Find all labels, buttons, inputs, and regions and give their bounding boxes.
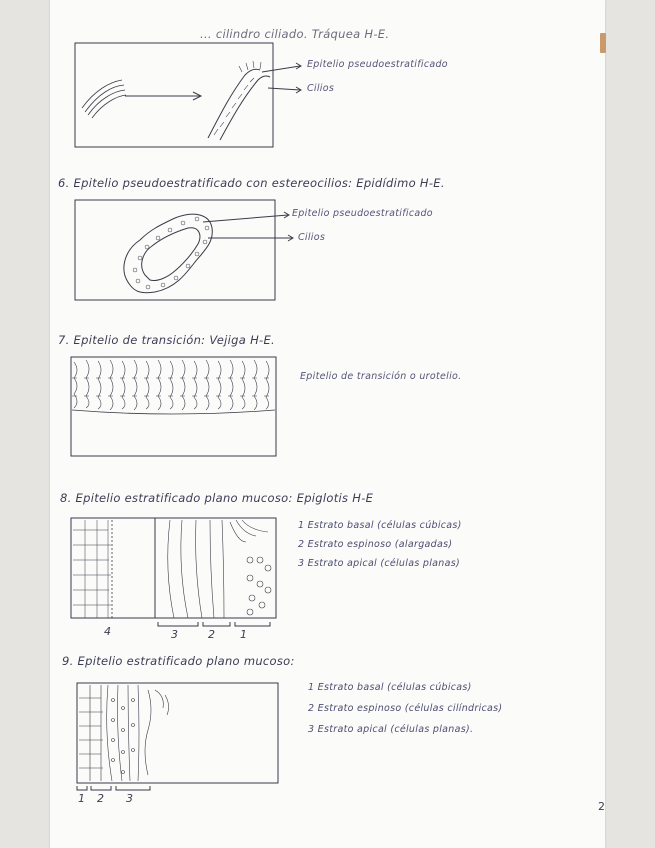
top-cut-text: ... cilindro ciliado. Tráquea H-E. [200,27,390,41]
sec7-title: 7. Epitelio de transición: Vejiga H-E. [58,333,275,347]
sec9-item-2: 2 Estrato espinoso (células cilíndricas) [308,703,503,714]
sec8-item-3: 3 Estrato apical (células planas) [298,558,460,569]
sec8-axis-2: 2 [208,628,216,641]
sec8-axis-1: 1 [240,628,248,641]
sec8-axis-3: 3 [171,628,179,641]
fig5-label-cilios: Cilios [307,83,335,94]
sec7-label: Epitelio de transición o urotelio. [300,371,462,382]
sec6-label-cilios: Cilios [298,232,326,243]
sec9-item-1: 1 Estrato basal (células cúbicas) [308,682,472,693]
sec9-title: 9. Epitelio estratificado plano mucoso: [62,654,295,668]
sec8-item-2: 2 Estrato espinoso (alargadas) [298,539,453,550]
sec9-item-3: 3 Estrato apical (células planas). [308,724,474,735]
sec6-label-epitelio: Epitelio pseudoestratificado [292,208,433,219]
sec6-title: 6. Epitelio pseudoestratificado con estereocilios: Epidídimo H-E. [58,176,445,190]
sec9-axis-3: 3 [126,792,134,805]
fig5-label-epitelio: Epitelio pseudoestratificado [307,59,448,70]
sec9-axis-1: 1 [78,792,86,805]
sec8-axis-4: 4 [104,625,112,638]
page-corner-number: 2 [598,800,606,813]
sec8-item-1: 1 Estrato basal (células cúbicas) [298,520,462,531]
sec9-axis-2: 2 [97,792,105,805]
sec8-title: 8. Epitelio estratificado plano mucoso: Epiglotis H-E [60,491,374,505]
